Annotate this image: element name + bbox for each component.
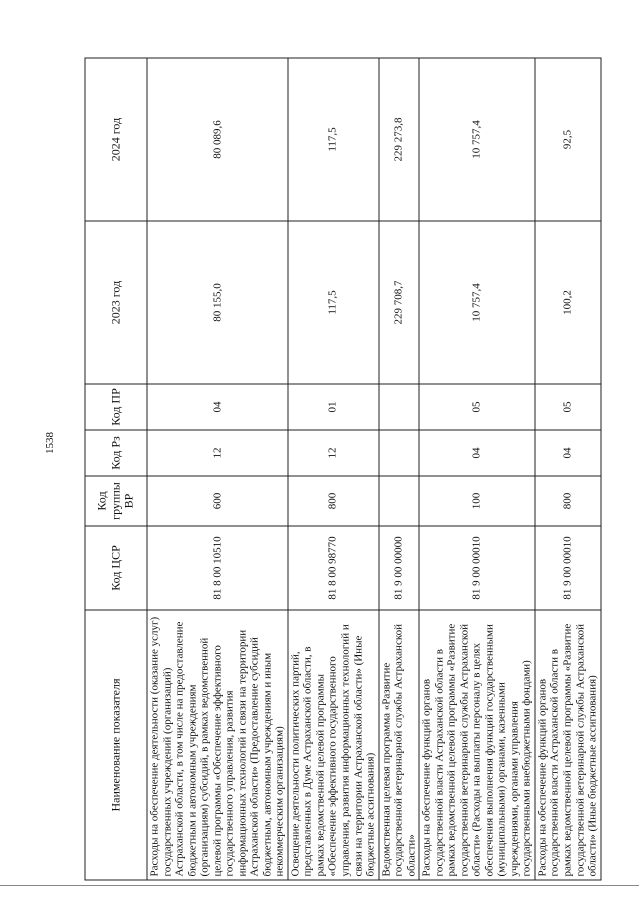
budget-table [84, 57, 601, 880]
row-2024: 10 757,4 [419, 58, 535, 221]
row-2024: 117,5 [287, 58, 378, 221]
row-rz: 12 [287, 430, 378, 476]
row-2024: 80 089,6 [147, 58, 288, 221]
row-csr: 81 9 00 00000 [378, 526, 419, 610]
row-2023: 229 708,7 [378, 221, 419, 384]
rotated-table-content [84, 58, 599, 880]
header-2024: 2024 год [85, 58, 147, 221]
table-row [419, 58, 535, 880]
row-pr: 04 [147, 384, 288, 430]
table-row [378, 58, 419, 880]
row-2024: 229 273,8 [378, 58, 419, 221]
row-2023: 117,5 [287, 221, 378, 384]
row-csr: 81 9 00 00010 [419, 526, 535, 610]
row-pr: 01 [287, 384, 378, 430]
row-vr: 600 [147, 476, 288, 526]
rotated-table-frame [84, 58, 599, 880]
row-2023: 10 757,4 [419, 221, 535, 384]
row-csr: 81 9 00 00010 [534, 526, 600, 610]
row-vr [378, 476, 419, 526]
row-vr: 800 [534, 476, 600, 526]
row-2024: 92,5 [534, 58, 600, 221]
row-csr: 81 8 00 98770 [287, 526, 378, 610]
row-name: Освещение деятельности политических партий, представленных в Думе Астраханской области, в рамках ведомственной целевой программы «Обеспечение эффективного государственного управления, развития информационных технологий и связи на территории Астраханской области» (Иные бюджетные ассигнования) [287, 610, 378, 880]
table-row [287, 58, 378, 880]
row-pr: 05 [419, 384, 535, 430]
page-number: 1538 [44, 432, 56, 454]
table-row [147, 58, 288, 880]
header-csr: Код ЦСР [85, 526, 147, 610]
table-row [534, 58, 600, 880]
row-2023: 80 155,0 [147, 221, 288, 384]
row-vr: 100 [419, 476, 535, 526]
row-rz [378, 430, 419, 476]
row-vr: 800 [287, 476, 378, 526]
row-pr [378, 384, 419, 430]
table-header-row [85, 58, 147, 880]
row-csr: 81 8 00 10510 [147, 526, 288, 610]
row-pr: 05 [534, 384, 600, 430]
header-vr: Код группы ВР [85, 476, 147, 526]
row-2023: 100,2 [534, 221, 600, 384]
row-name: Расходы на обеспечение деятельности (оказание услуг) государственных учреждений (организаций) Астраханской области, в том числе на предоставление бюджетным и автономным учреждениям (организациям) субсидий, в рамках ведомственной целевой программы «Обеспечение эффективного государственного управления, развития информационных технологий и связи на территории Астраханской области» (Предоставление субсидий бюджетным, автономным учреждениям и иным некоммерческим организациям) [147, 610, 288, 880]
header-rz: Код Рз [85, 430, 147, 476]
header-pr: Код ПР [85, 384, 147, 430]
header-name: Наименование показателя [85, 610, 147, 880]
row-rz: 04 [534, 430, 600, 476]
header-2023: 2023 год [85, 221, 147, 384]
row-name: Расходы на обеспечение функций органов государственной власти Астраханской области в рамках ведомственной целевой программы «Развитие государственной ветеринарной службы Астраханской области» (Расходы на выплаты персоналу в целях обеспечения выполнения функций государственными (муниципальными) органами, казенными учреждениями, органами управления государственными внебюджетными фондами) [419, 610, 535, 880]
row-rz: 04 [419, 430, 535, 476]
row-name: Ведомственная целевая программа «Развитие государственной ветеринарной службы Астраханской области» [378, 610, 419, 880]
row-name: Расходы на обеспечение функций органов государственной власти Астраханской области в рамках ведомственной целевой программы «Развитие государственной ветеринарной службы Астраханской области» (Иные бюджетные ассигнования) [534, 610, 600, 880]
bottom-rule [0, 885, 639, 886]
row-rz: 12 [147, 430, 288, 476]
